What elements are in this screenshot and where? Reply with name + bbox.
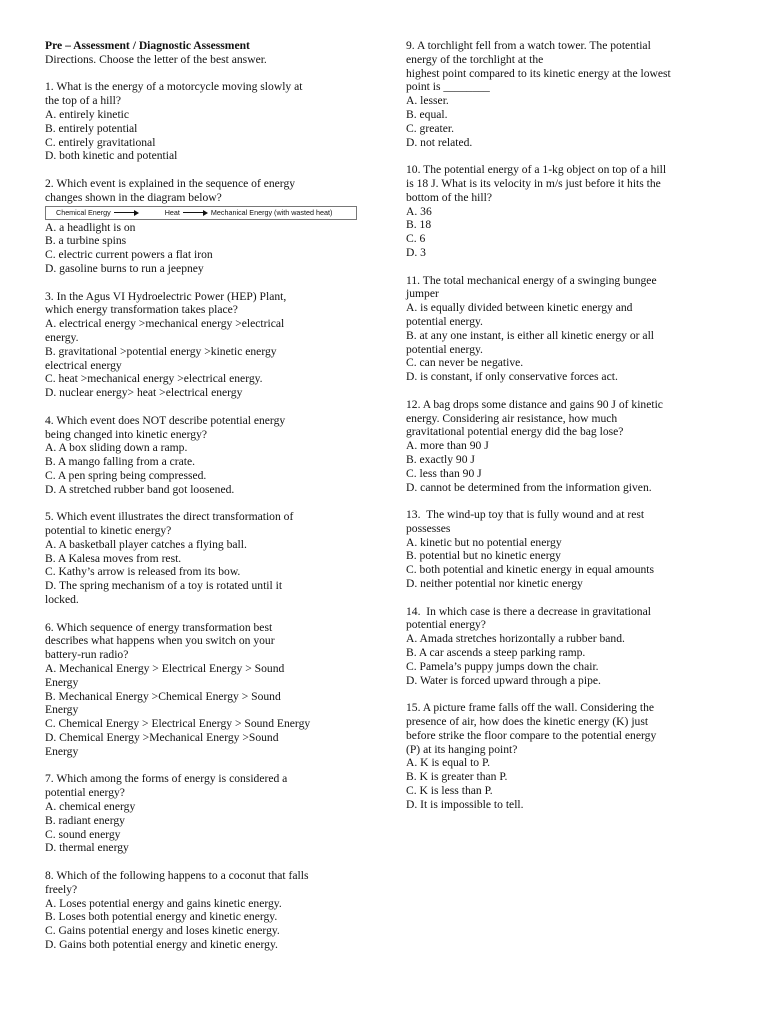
- answer-option: C. less than 90 J: [406, 466, 482, 480]
- answer-option: A. A basketball player catches a flying ball.: [45, 537, 247, 551]
- question-stem: 7. Which among the forms of energy is considered a: [45, 772, 288, 786]
- question-stem: potential energy?: [406, 618, 486, 632]
- question-stem: highest point compared to its kinetic energy at the lowest: [406, 66, 671, 80]
- question-4: [45, 414, 360, 497]
- question-stem: 1. What is the energy of a motorcycle moving slowly at: [45, 80, 303, 94]
- question-1: [45, 80, 360, 163]
- question-stem: 15. A picture frame falls off the wall. Considering the: [406, 701, 655, 715]
- question-stem: changes shown in the diagram below?: [45, 190, 222, 204]
- question-stem: energy of the torchlight at the: [406, 52, 544, 66]
- question-stem: 2. Which event is explained in the sequence of energy: [45, 176, 296, 190]
- answer-option: B. A Kalesa moves from rest.: [45, 551, 182, 565]
- answer-option: A. electrical energy >mechanical energy >electrical: [45, 317, 285, 331]
- answer-option: A. K is equal to P.: [406, 756, 491, 770]
- question-6: [45, 621, 360, 759]
- question-stem: before strike the floor compare to the potential energy: [406, 728, 657, 742]
- question-stem: bottom of the hill?: [406, 190, 492, 204]
- question-stem: describes what happens when you switch on your: [45, 634, 275, 648]
- answer-option: A. Amada stretches horizontally a rubber band.: [406, 632, 625, 646]
- question-stem: 8. Which of the following happens to a coconut that falls: [45, 869, 309, 883]
- question-stem: energy. Considering air resistance, how much: [406, 411, 618, 425]
- answer-option: energy.: [45, 330, 79, 344]
- answer-option: C. can never be negative.: [406, 356, 524, 370]
- question-stem: being changed into kinetic energy?: [45, 427, 208, 441]
- question-9: [406, 39, 724, 149]
- answer-option: D. not related.: [406, 135, 473, 149]
- answer-option: A. Loses potential energy and gains kinetic energy.: [45, 896, 282, 910]
- answer-option: D. neither potential nor kinetic energy: [406, 577, 583, 591]
- answer-option: B. potential but no kinetic energy: [406, 549, 561, 563]
- question-stem: which energy transformation takes place?: [45, 303, 238, 317]
- question-5: [45, 510, 360, 607]
- question-stem: presence of air, how does the kinetic energy (K) just: [406, 715, 649, 729]
- answer-option: D. is constant, if only conservative forces act.: [406, 370, 618, 384]
- answer-option: C. both potential and kinetic energy in equal amounts: [406, 563, 655, 577]
- answer-option: C. heat >mechanical energy >electrical energy.: [45, 372, 263, 386]
- answer-option: B. gravitational >potential energy >kinetic energy: [45, 344, 277, 358]
- answer-option: D. cannot be determined from the information given.: [406, 480, 652, 494]
- question-3: [45, 290, 360, 400]
- answer-option: D. It is impossible to tell.: [406, 797, 524, 811]
- answer-option: Energy: [45, 703, 79, 717]
- answer-option: electrical energy: [45, 358, 122, 372]
- answer-option: C. K is less than P.: [406, 784, 493, 798]
- answer-option: A. entirely kinetic: [45, 107, 130, 121]
- question-stem: is 18 J. What is its velocity in m/s just before it hits the: [406, 176, 661, 190]
- arrow-right-icon: [183, 210, 208, 216]
- question-2: [45, 177, 360, 276]
- question-8: [45, 869, 360, 952]
- answer-option: B. radiant energy: [45, 813, 125, 827]
- answer-option: A. kinetic but no potential energy: [406, 535, 562, 549]
- answer-option: D. Chemical Energy >Mechanical Energy >Sound: [45, 731, 279, 745]
- answer-option: C. electric current powers a flat iron: [45, 248, 213, 262]
- answer-option: A. Mechanical Energy > Electrical Energy > Sound: [45, 662, 285, 676]
- answer-option: Energy: [45, 675, 79, 689]
- question-stem: potential to kinetic energy?: [45, 524, 172, 538]
- answer-option: C. A pen spring being compressed.: [45, 468, 207, 482]
- question-12: [406, 398, 724, 495]
- question-stem: jumper: [406, 287, 439, 301]
- question-stem: gravitational potential energy did the bag lose?: [406, 425, 624, 439]
- answer-option: potential energy.: [406, 342, 483, 356]
- answer-option: C. Chemical Energy > Electrical Energy > Sound Energy: [45, 717, 311, 731]
- question-stem: potential energy?: [45, 786, 125, 800]
- question-14: [406, 605, 724, 688]
- question-stem: the top of a hill?: [45, 94, 121, 108]
- answer-option: B. Loses both potential energy and kinetic energy.: [45, 910, 278, 924]
- arrow-right-icon: [114, 210, 139, 216]
- answer-option: A. more than 90 J: [406, 439, 489, 453]
- answer-option: D. thermal energy: [45, 841, 129, 855]
- right-column: [406, 39, 724, 825]
- answer-option: potential energy.: [406, 314, 483, 328]
- page-title: Pre – Assessment / Diagnostic Assessment: [45, 39, 250, 52]
- answer-option: C. Gains potential energy and loses kinetic energy.: [45, 924, 280, 938]
- answer-option: D. Gains both potential energy and kinetic energy.: [45, 938, 278, 951]
- answer-option: B. a turbine spins: [45, 234, 127, 248]
- question-stem: 11. The total mechanical energy of a swinging bungee: [406, 273, 657, 287]
- answer-option: B. exactly 90 J: [406, 452, 475, 466]
- answer-option: B. A car ascends a steep parking ramp.: [406, 646, 586, 660]
- question-stem: 4. Which event does NOT describe potential energy: [45, 413, 286, 427]
- answer-option: B. 18: [406, 218, 432, 232]
- question-stem: battery-run radio?: [45, 648, 129, 662]
- question-stem: point is ________: [406, 80, 490, 94]
- directions: Directions. Choose the letter of the best answer.: [45, 52, 267, 66]
- question-stem: (P) at its hanging point?: [406, 742, 518, 756]
- answer-option: C. sound energy: [45, 827, 121, 841]
- answer-option: C. greater.: [406, 121, 454, 135]
- answer-option: D. The spring mechanism of a toy is rotated until it: [45, 579, 283, 593]
- answer-option: D. nuclear energy> heat >electrical energy: [45, 386, 243, 400]
- answer-option: D. Water is forced upward through a pipe.: [406, 673, 601, 687]
- question-15: [406, 701, 724, 811]
- answer-option: A. a headlight is on: [45, 220, 136, 234]
- answer-option: B. at any one instant, is either all kinetic energy or all: [406, 328, 655, 342]
- answer-option: A. 36: [406, 204, 432, 218]
- answer-option: B. equal.: [406, 107, 448, 121]
- question-stem: 14. In which case is there a decrease in gravitational: [406, 604, 651, 618]
- answer-option: C. entirely gravitational: [45, 135, 156, 149]
- question-11: [406, 274, 724, 384]
- question-stem: 13. The wind-up toy that is fully wound and at rest: [406, 508, 645, 522]
- answer-option: D. A stretched rubber band got loosened.: [45, 482, 235, 496]
- question-stem: 12. A bag drops some distance and gains 90 J of kinetic: [406, 397, 663, 411]
- question-stem: 3. In the Agus VI Hydroelectric Power (HEP) Plant,: [45, 289, 287, 303]
- answer-option: A. is equally divided between kinetic energy and: [406, 301, 633, 315]
- answer-option: B. K is greater than P.: [406, 770, 508, 784]
- answer-option: C. Pamela’s puppy jumps down the chair.: [406, 659, 599, 673]
- answer-option: B. entirely potential: [45, 121, 138, 135]
- question-10: [406, 163, 724, 260]
- question-stem: 10. The potential energy of a 1-kg object on top of a hill: [406, 163, 667, 177]
- answer-option: A. chemical energy: [45, 800, 136, 814]
- diagram-stage-mechanical: Mechanical Energy (with wasted heat): [210, 207, 333, 217]
- question-stem: 6. Which sequence of energy transformation best: [45, 620, 273, 634]
- question-stem: freely?: [45, 882, 78, 896]
- answer-option: C. Kathy’s arrow is released from its bow.: [45, 565, 241, 579]
- answer-option: C. 6: [406, 232, 426, 246]
- answer-option: Energy: [45, 744, 79, 758]
- question-stem: 5. Which event illustrates the direct transformation of: [45, 510, 294, 524]
- diagram-stage-chemical: Chemical Energy: [56, 207, 111, 217]
- question-7: [45, 772, 360, 855]
- answer-option: B. A mango falling from a crate.: [45, 455, 196, 469]
- left-column: [45, 39, 360, 966]
- answer-option: A. lesser.: [406, 94, 449, 108]
- answer-option: A. A box sliding down a ramp.: [45, 441, 188, 455]
- answer-option: D. gasoline burns to run a jeepney: [45, 261, 204, 275]
- answer-option: locked.: [45, 593, 79, 607]
- diagram-stage-heat: Heat: [164, 207, 180, 217]
- answer-option: D. 3: [406, 245, 426, 259]
- question-stem: possesses: [406, 521, 451, 535]
- answer-option: B. Mechanical Energy >Chemical Energy > Sound: [45, 689, 281, 703]
- question-stem: 9. A torchlight fell from a watch tower. The potential: [406, 39, 651, 52]
- energy-sequence-diagram: [45, 206, 357, 220]
- question-13: [406, 508, 724, 591]
- answer-option: D. both kinetic and potential: [45, 149, 178, 163]
